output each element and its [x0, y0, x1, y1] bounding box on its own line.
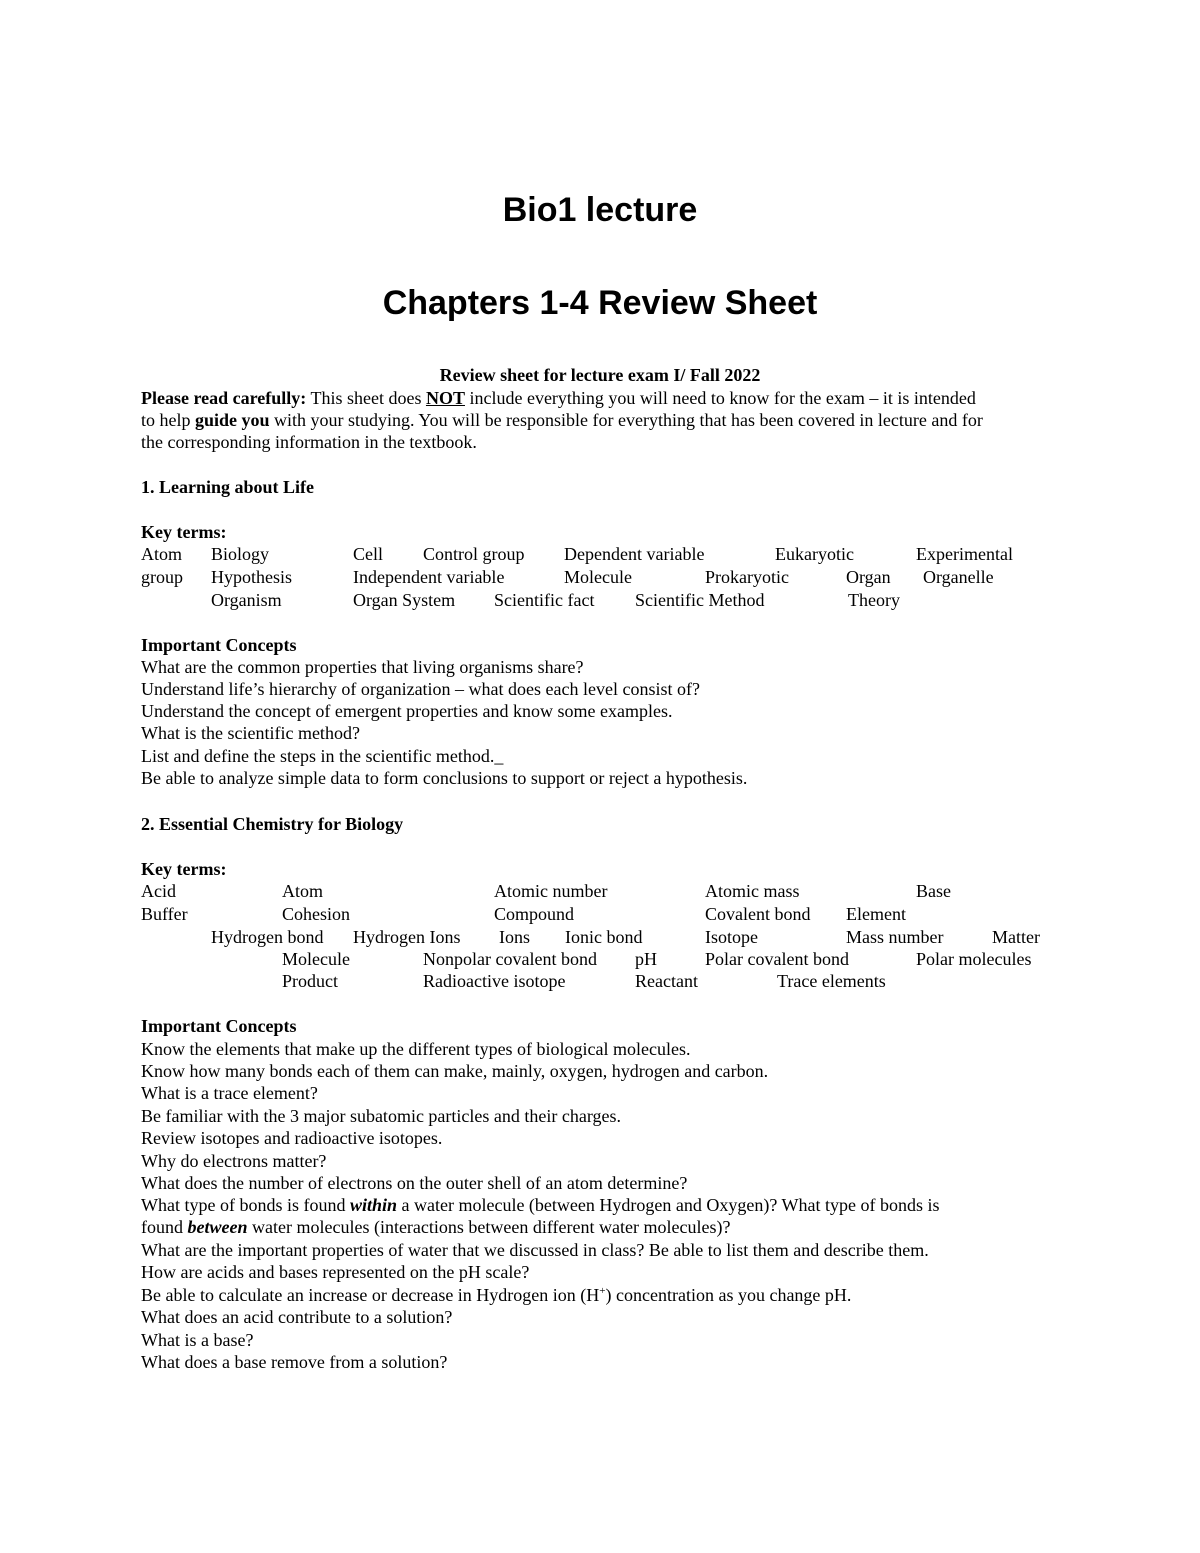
key-term: Polar molecules — [916, 949, 1032, 969]
key-term: Organ — [846, 567, 891, 587]
intro-text: to help — [141, 410, 195, 430]
concept-line: Know how many bonds each of them can make, mainly, oxygen, hydrogen and carbon. — [141, 1061, 769, 1081]
key-term: Radioactive isotope — [423, 971, 566, 991]
between-emphasis: between — [187, 1217, 248, 1237]
intro-line-3: the corresponding information in the textbook. — [141, 432, 477, 452]
concept-line-water-2 — [141, 1216, 1071, 1239]
key-term: Molecule — [564, 567, 632, 587]
key-term: Biology — [211, 544, 270, 564]
section-1-concepts-label: Important Concepts — [141, 635, 297, 655]
concept-line: Understand life’s hierarchy of organization – what does each level consist of? — [141, 679, 700, 699]
concept-text: a water molecule (between Hydrogen and Oxygen)? What type of bonds is — [397, 1195, 940, 1215]
key-term: Covalent bond — [705, 904, 811, 924]
concept-line: What is the scientific method? — [141, 723, 360, 743]
concept-line-h-ion — [141, 1284, 1071, 1307]
intro-line-1 — [141, 387, 1071, 410]
key-term: Element — [846, 904, 906, 924]
key-term: Reactant — [635, 971, 698, 991]
section-2-key-terms-label: Key terms: — [141, 859, 227, 879]
concept-line: What does an acid contribute to a solution? — [141, 1307, 453, 1327]
intro-text: include everything you will need to know for the exam – it is intended — [464, 388, 976, 408]
key-term: Matter — [992, 927, 1040, 947]
intro-line-2 — [141, 409, 1071, 432]
plus-superscript: + — [599, 1285, 606, 1297]
section-1-heading: 1. Learning about Life — [141, 477, 315, 497]
concept-line: What are the important properties of water that we discussed in class? Be able to list them and describe them. — [141, 1240, 929, 1260]
key-term: Hydrogen Ions — [353, 927, 461, 947]
key-term: pH — [635, 949, 657, 969]
concept-line: What are the common properties that living organisms share? — [141, 657, 584, 677]
key-term: Ionic bond — [565, 927, 643, 947]
concept-text: found — [141, 1217, 188, 1237]
key-term: Base — [916, 881, 951, 901]
concept-text: Be able to calculate an increase or decrease in Hydrogen ion (H — [141, 1285, 600, 1305]
key-term: Atom — [141, 544, 183, 564]
within-emphasis: within — [349, 1195, 397, 1215]
intro-label: Please read carefully: — [141, 388, 307, 408]
document-subtitle: Chapters 1-4 Review Sheet — [382, 284, 818, 322]
intro-text: This sheet does — [306, 388, 426, 408]
concept-line: Review isotopes and radioactive isotopes. — [141, 1128, 443, 1148]
concept-text: ) concentration as you change pH. — [605, 1285, 852, 1305]
key-term: Ions — [499, 927, 530, 947]
key-term: Organism — [211, 590, 282, 610]
key-term: Buffer — [141, 904, 188, 924]
key-term: Isotope — [705, 927, 758, 947]
key-term: Independent variable — [353, 567, 505, 587]
concept-line: What does a base remove from a solution? — [141, 1352, 448, 1372]
section-2-heading: 2. Essential Chemistry for Biology — [141, 814, 404, 834]
key-term: Organ System — [353, 590, 456, 610]
key-term: Cell — [353, 544, 383, 564]
key-term: Product — [282, 971, 338, 991]
section-1-key-terms-label: Key terms: — [141, 522, 227, 542]
key-term: Hypothesis — [211, 567, 292, 587]
concept-line: What is a base? — [141, 1330, 254, 1350]
concept-line: Be able to analyze simple data to form conclusions to support or reject a hypothesis. — [141, 768, 748, 788]
key-term: Compound — [494, 904, 575, 924]
key-term: Atomic mass — [705, 881, 800, 901]
section-2-concepts-label: Important Concepts — [141, 1016, 297, 1036]
concept-line: Know the elements that make up the different types of biological molecules. — [141, 1039, 691, 1059]
key-term: Dependent variable — [564, 544, 705, 564]
key-term: Experimental — [916, 544, 1013, 564]
key-term: Molecule — [282, 949, 350, 969]
key-term: Scientific Method — [635, 590, 765, 610]
key-term: Atomic number — [494, 881, 608, 901]
key-term: Mass number — [846, 927, 944, 947]
key-term: Trace elements — [777, 971, 886, 991]
concept-line: Be familiar with the 3 major subatomic particles and their charges. — [141, 1106, 622, 1126]
concept-line: What does the number of electrons on the outer shell of an atom determine? — [141, 1173, 688, 1193]
concept-line: Why do electrons matter? — [141, 1151, 327, 1171]
key-term: group — [141, 567, 183, 587]
key-term: Eukaryotic — [775, 544, 854, 564]
key-term: Scientific fact — [494, 590, 595, 610]
concept-line: Understand the concept of emergent properties and know some examples. — [141, 701, 673, 721]
key-term: Polar covalent bond — [705, 949, 849, 969]
guide-emphasis: guide you — [195, 410, 270, 430]
document-title: Bio1 lecture — [502, 191, 698, 229]
concept-line-water-1 — [141, 1194, 1071, 1217]
review-heading: Review sheet for lecture exam I/ Fall 2022 — [439, 365, 761, 385]
key-term: Theory — [848, 590, 900, 610]
concept-text: What type of bonds is found — [141, 1195, 350, 1215]
concept-line: List and define the steps in the scientific method._ — [141, 746, 504, 766]
key-term: Acid — [141, 881, 176, 901]
concept-text: water molecules (interactions between different water molecules)? — [247, 1217, 731, 1237]
key-term: Organelle — [923, 567, 994, 587]
key-term: Atom — [282, 881, 324, 901]
key-term: Hydrogen bond — [211, 927, 324, 947]
key-term: Prokaryotic — [705, 567, 789, 587]
key-term: Cohesion — [282, 904, 351, 924]
concept-line: What is a trace element? — [141, 1083, 318, 1103]
key-term: Control group — [423, 544, 525, 564]
key-term: Nonpolar covalent bond — [423, 949, 597, 969]
concept-line: How are acids and bases represented on the pH scale? — [141, 1262, 530, 1282]
not-emphasis: NOT — [425, 388, 465, 408]
intro-text: with your studying. You will be responsible for everything that has been covered in lecture and for — [269, 410, 983, 430]
